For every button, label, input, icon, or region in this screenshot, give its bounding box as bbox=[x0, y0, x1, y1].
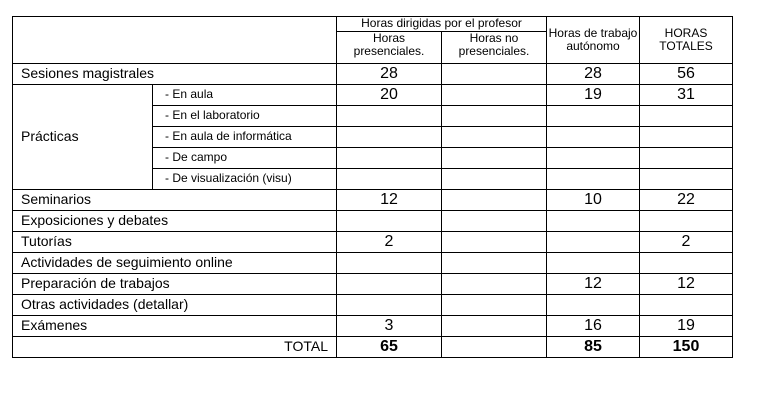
cell-presenciales bbox=[337, 148, 442, 169]
row-label: Otras actividades (detallar) bbox=[13, 295, 337, 316]
table-row-preparacion bbox=[13, 274, 733, 295]
cell-presenciales: 3 bbox=[337, 316, 442, 337]
total-total: 150 bbox=[640, 337, 733, 358]
cell-presenciales bbox=[337, 106, 442, 127]
cell-no-presenciales bbox=[442, 127, 547, 148]
table-row-seminarios bbox=[13, 190, 733, 211]
cell-presenciales: 28 bbox=[337, 64, 442, 85]
row-sublabel: - De campo bbox=[153, 148, 337, 169]
cell-presenciales bbox=[337, 127, 442, 148]
cell-total: 12 bbox=[640, 274, 733, 295]
total-no-presenciales bbox=[442, 337, 547, 358]
cell-total bbox=[640, 169, 733, 190]
cell-presenciales bbox=[337, 211, 442, 232]
cell-no-presenciales bbox=[442, 169, 547, 190]
row-sublabel: - En el laboratorio bbox=[153, 106, 337, 127]
cell-autonomo: 10 bbox=[547, 190, 640, 211]
cell-total bbox=[640, 253, 733, 274]
cell-no-presenciales bbox=[442, 148, 547, 169]
row-label: Seminarios bbox=[13, 190, 337, 211]
cell-total bbox=[640, 295, 733, 316]
total-label: TOTAL bbox=[13, 337, 337, 358]
row-label: Preparación de trabajos bbox=[13, 274, 337, 295]
cell-autonomo bbox=[547, 253, 640, 274]
cell-no-presenciales bbox=[442, 85, 547, 106]
cell-autonomo bbox=[547, 211, 640, 232]
header-autonomo: Horas de trabajo autónomo bbox=[547, 17, 640, 64]
row-sublabel: - En aula bbox=[153, 85, 337, 106]
cell-autonomo bbox=[547, 127, 640, 148]
cell-no-presenciales bbox=[442, 211, 547, 232]
cell-no-presenciales bbox=[442, 316, 547, 337]
row-label: Actividades de seguimiento online bbox=[13, 253, 337, 274]
cell-no-presenciales bbox=[442, 253, 547, 274]
cell-autonomo bbox=[547, 106, 640, 127]
cell-presenciales: 2 bbox=[337, 232, 442, 253]
total-autonomo: 85 bbox=[547, 337, 640, 358]
cell-presenciales: 12 bbox=[337, 190, 442, 211]
table-row-exposiciones bbox=[13, 211, 733, 232]
table-row-seguimiento bbox=[13, 253, 733, 274]
header-dirigidas: Horas dirigidas por el profesor bbox=[337, 17, 547, 32]
cell-total: 19 bbox=[640, 316, 733, 337]
row-label: Exámenes bbox=[13, 316, 337, 337]
cell-no-presenciales bbox=[442, 295, 547, 316]
cell-autonomo: 16 bbox=[547, 316, 640, 337]
header-totales: HORAS TOTALES bbox=[640, 17, 733, 64]
cell-presenciales bbox=[337, 169, 442, 190]
table-row-practicas-aula bbox=[13, 85, 733, 106]
cell-presenciales bbox=[337, 295, 442, 316]
cell-total bbox=[640, 211, 733, 232]
practicas-label: Prácticas bbox=[13, 85, 153, 190]
total-presenciales: 65 bbox=[337, 337, 442, 358]
header-presenciales: Horas presenciales. bbox=[337, 32, 442, 64]
cell-presenciales: 20 bbox=[337, 85, 442, 106]
cell-no-presenciales bbox=[442, 64, 547, 85]
header-no-presenciales: Horas no presenciales. bbox=[442, 32, 547, 64]
row-label: Tutorías bbox=[13, 232, 337, 253]
cell-autonomo bbox=[547, 148, 640, 169]
row-label: Exposiciones y debates bbox=[13, 211, 337, 232]
table-row-tutorias bbox=[13, 232, 733, 253]
header-row-1 bbox=[13, 17, 733, 32]
table-row-examenes bbox=[13, 316, 733, 337]
cell-total: 31 bbox=[640, 85, 733, 106]
cell-no-presenciales bbox=[442, 232, 547, 253]
cell-autonomo: 12 bbox=[547, 274, 640, 295]
cell-autonomo: 19 bbox=[547, 85, 640, 106]
cell-no-presenciales bbox=[442, 274, 547, 295]
cell-total: 56 bbox=[640, 64, 733, 85]
table-row-total bbox=[13, 337, 733, 358]
cell-no-presenciales bbox=[442, 106, 547, 127]
cell-presenciales bbox=[337, 253, 442, 274]
cell-total bbox=[640, 148, 733, 169]
cell-autonomo bbox=[547, 295, 640, 316]
cell-no-presenciales bbox=[442, 190, 547, 211]
cell-total: 2 bbox=[640, 232, 733, 253]
cell-total bbox=[640, 127, 733, 148]
row-sublabel: - En aula de informática bbox=[153, 127, 337, 148]
cell-total: 22 bbox=[640, 190, 733, 211]
header-corner-cell bbox=[13, 17, 337, 64]
hours-table bbox=[12, 16, 733, 358]
cell-total bbox=[640, 106, 733, 127]
row-label: Sesiones magistrales bbox=[13, 64, 337, 85]
cell-autonomo bbox=[547, 232, 640, 253]
cell-autonomo bbox=[547, 169, 640, 190]
table-row-otras bbox=[13, 295, 733, 316]
row-sublabel: - De visualización (visu) bbox=[153, 169, 337, 190]
cell-autonomo: 28 bbox=[547, 64, 640, 85]
table-row-sesiones bbox=[13, 64, 733, 85]
cell-presenciales bbox=[337, 274, 442, 295]
